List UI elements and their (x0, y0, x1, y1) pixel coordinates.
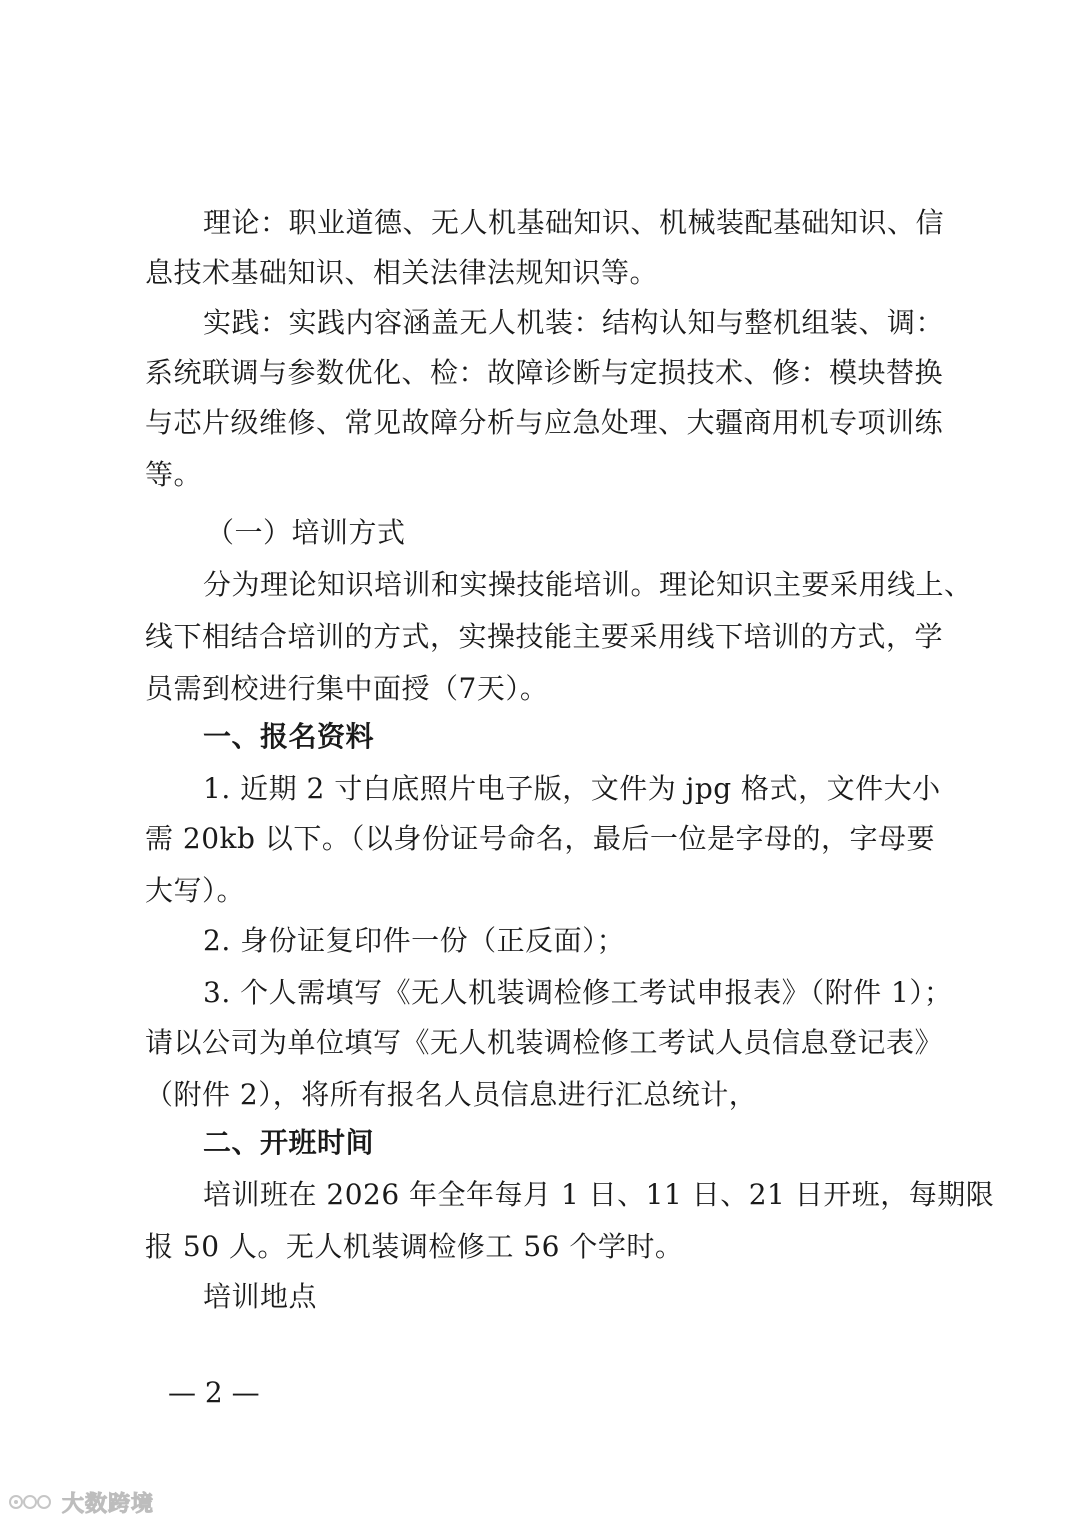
section-subheading: （一）培训方式 (206, 516, 406, 549)
watermark (8, 1486, 154, 1518)
paragraph-line: 1. 近期 2 寸白底照片电子版，文件为 jpg 格式，文件大小 (203, 772, 941, 805)
section-heading: 一、报名资料 (203, 720, 375, 753)
paragraph-line: 3. 个人需填写《无人机装调检修工考试申报表》（附件 1）； (203, 976, 953, 1009)
paragraph-line: 员需到校进行集中面授（7天）。 (145, 672, 549, 705)
paragraph-line: 息技术基础知识、相关法律法规知识等。 (145, 256, 659, 289)
paragraph-line: 与芯片级维修、常见故障分析与应急处理、大疆商用机专项训练 (145, 406, 944, 439)
page-number: — 2 — (168, 1376, 260, 1409)
paragraph-line: 培训班在 2026 年全年每月 1 日、11 日、21 日开班，每期限 (203, 1178, 995, 1211)
paragraph-line: 报 50 人。无人机装调检修工 56 个学时。 (145, 1230, 684, 1263)
paragraph-line: 2. 身份证复印件一份（正反面）； (203, 924, 626, 957)
paragraph-line: 分为理论知识培训和实操技能培训。理论知识主要采用线上、 (203, 568, 973, 601)
watermark-text: 大数跨境 (62, 1491, 155, 1517)
paragraph-line: 大写）。 (145, 874, 246, 907)
paragraph-line: 理论：职业道德、无人机基础知识、机械装配基础知识、信 (203, 206, 945, 239)
paragraph-line: 实践：实践内容涵盖无人机装：结构认知与整机组装、调： (203, 306, 945, 339)
paragraph-line: 请以公司为单位填写《无人机装调检修工考试人员信息登记表》 (145, 1026, 944, 1059)
paragraph-line: （附件 2），将所有报名人员信息进行汇总统计， (145, 1078, 758, 1111)
paragraph-line: 需 20kb 以下。（以身份证号命名，最后一位是字母的，字母要 (145, 822, 935, 855)
paragraph-line: 等。 (145, 458, 203, 491)
section-heading: 二、开班时间 (203, 1126, 375, 1159)
logo-icon (8, 1489, 56, 1515)
paragraph-line: 培训地点 (203, 1280, 318, 1313)
paragraph-line: 系统联调与参数优化、检：故障诊断与定损技术、修：模块替换 (145, 356, 944, 389)
paragraph-line: 线下相结合培训的方式，实操技能主要采用线下培训的方式，学 (145, 620, 944, 653)
